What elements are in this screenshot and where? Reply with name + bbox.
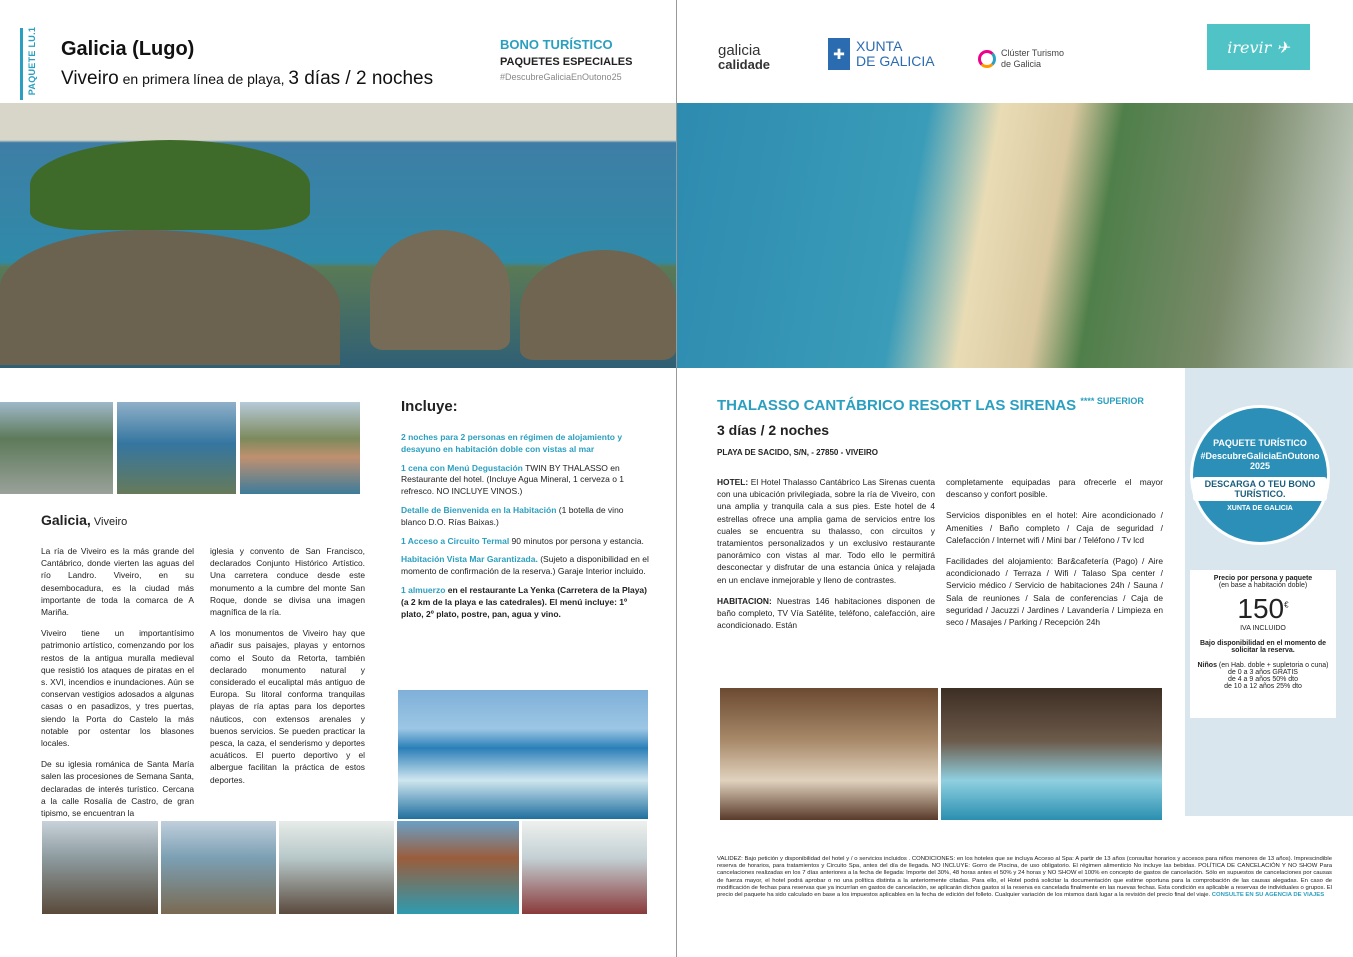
galicia-paragraph: A los monumentos de Viveiro hay que añadir sus paisajes, playas y entornos como el Souto da Retorta, también declarado monumento natural y considerado el eucaliptal más antiguo de Europa. Su litoral conforma tranquilas playas de ría aptas para los deportes náuticos, con extensos arenales y buenos servicios. Se pueden practicar la pesca, la caza, el senderismo y deportes acuáticos. El puerto deportivo y el albergue facilitan la práctica de estos deportes. — [210, 628, 365, 785]
hotel-duration: 3 días / 2 noches — [717, 422, 830, 438]
galicia-paragraph: La ría de Viveiro es la más grande del Cantábrico, donde vierten las aguas del río Landro. Viveiro, en su desembocadura, es la ciudad más importante de toda la comarca de A Mariña. — [41, 546, 194, 618]
galicia-text-col1 — [41, 545, 194, 828]
badge-cta: DESCARGA O TEU BONO TURÍSTICO. — [1193, 477, 1327, 501]
price-value: 150 — [1237, 593, 1285, 624]
hotel-label: HOTEL: — [717, 477, 749, 487]
kids-note: (en Hab. doble + supletoria o cuna) — [1216, 662, 1329, 669]
package-code: PAQUETE LU.1 — [27, 26, 37, 96]
galicia-paragraph: De su iglesia románica de Santa María salen las procesiones de Semana Santa, declaradas de interés turístico. Cercana a la calle Rosalía de Castro, de gran tipismo, se encuentran la — [41, 759, 194, 819]
xunta-logo — [828, 38, 935, 70]
include-item — [401, 536, 649, 548]
price-amount — [1190, 593, 1336, 625]
cluster-text-a: Clúster Turismo — [1001, 48, 1065, 58]
hotel-name — [717, 396, 1144, 414]
galicia-paragraph: iglesia y convento de San Francisco, declarados Conjunto Histórico Artístico. Una carretera conduce desde este monumento a la cumbre del monte San Roque, donde se divisa una imagen magnífica de la ría. — [210, 546, 365, 618]
bono-badge — [1190, 405, 1330, 545]
price-label-note: (en base a habitación doble) — [1218, 582, 1308, 589]
galicia-heading — [41, 512, 127, 528]
galicia-paragraph: Viveiro tiene un importantísimo patrimonio artístico, comenzando por los restos de la antigua muralla medieval que resistió los ataques de piratas en el s. XVI, incendios e inundaciones. Aún se conservan vestigios adosados a algunas casas o en pasadizos, y tres puertas, siendo la Porta do Castelo la más notable por ostentar los blasones locales. — [41, 628, 194, 749]
include-item-title: Habitación Vista Mar Garantizada. — [401, 554, 538, 565]
bono-title: BONO TURÍSTICO — [500, 37, 613, 52]
thumb-aerial-town — [0, 402, 113, 494]
hotel-text-col2 — [946, 476, 1163, 637]
galicia-heading-place: Viveiro — [90, 516, 128, 528]
badge-hashtag: #DescubreGaliciaEnOutono 2025 — [1200, 451, 1320, 471]
subtitle-town: Viveiro — [61, 68, 119, 89]
include-item — [401, 463, 649, 498]
include-item — [401, 585, 649, 620]
photo-rock-arch — [397, 821, 519, 914]
cluster-logo — [978, 48, 1064, 70]
photo-restaurant-interior — [522, 821, 647, 914]
legal-text: VALIDEZ: Bajo petición y disponibilidad del hotel y / o servicios incluidos . CONDICIONES: en los hoteles que se incluya Acceso al Spa: A partir de 13 años (consultar horarios y accesos para niños menores de 13 años). Imprescindible reserva de horarios, para tratamientos y Circuito Spa, antes del día de llegada. NO INCLUYE: Gorro de Piscina, de uso obligatorio. El régimen alimenticio No incluye las bebidas. POLÍTICA DE CANCELACIÓN Y NO SHOW Para cancelaciones realizadas en los 7 días anteriores a la fecha de llegada: Importe del 30%, 48 horas antes el 50% y 24 horas y NO SHOW el 100% en concepto de gastos de cancelación. Sólo en supuestos de cancelaciones por causas de fuerza mayor, el hotel podrá aprobar o no una política distinta a la anteriormente citadas. Para ello, el Hotel podrá solicitar la documentación que estime oportuna para la comprobación de las causas alegadas. En caso de modificación de fechas para reservas que ya incurrían en gastos de cancelación, se aplicarán dichos gastos si la reserva es cancelada finalmente en las nuevas fechas. Esta condición es aplicable a reservas de individuales o grupos. El precio del paquete ha sido calculado en base a los impuestos aplicables en la fecha de edición del folleto. Cualquier variación de los mismos dará lugar a la revisión del precio final del viaje. — [717, 856, 1332, 899]
include-item-title: Detalle de Bienvenida en la Habitación — [401, 504, 557, 515]
legal-cta: CONSULTE EN SU AGENCIA DE VIAJES — [1211, 892, 1325, 899]
photo-restaurant-terrace — [42, 821, 158, 914]
xunta-text-b: DE GALICIA — [856, 53, 935, 69]
xunta-shield-icon: ✚ — [828, 38, 850, 70]
room-paragraph — [717, 595, 935, 632]
price-iva: IVA INCLUIDO — [1240, 625, 1286, 632]
photo-hotel-room — [720, 688, 938, 820]
thumb-harbour — [240, 402, 360, 494]
include-item-title: 1 almuerzo — [401, 584, 446, 595]
hero-image-beach — [677, 103, 1353, 368]
include-item-desc: (1 botella de vino blanco D.O. Rías Baixas.) — [401, 504, 624, 527]
kids-discount: de 10 a 12 años 25% dto — [1224, 683, 1302, 690]
galicia-heading-title: Galicia, — [41, 512, 91, 528]
galicia-calidade-logo — [718, 44, 770, 72]
photo-dining-room — [279, 821, 394, 914]
hotel-paragraph: completamente equipadas para ofrecerle el mayor descanso y confort posible. — [946, 477, 1163, 500]
includes-list — [401, 432, 649, 627]
galicia-text-col2 — [210, 545, 365, 795]
page-subtitle — [61, 68, 433, 90]
hotel-paragraph — [717, 476, 935, 586]
photo-cathedrals-beach — [398, 690, 648, 819]
include-item-desc: (Sujeto a disponibilidad en el momento de confirmación de la reserva.) Garaje Interior incluido. — [401, 554, 649, 577]
bono-turistico — [500, 37, 638, 82]
price-currency: € — [1284, 600, 1289, 610]
kids-discount: de 4 a 9 años 50% dto — [1227, 676, 1299, 683]
include-item-desc: 90 minutos por persona y estancia. — [509, 535, 644, 546]
cluster-text-b: de Galicia — [1001, 59, 1042, 69]
include-item — [401, 554, 649, 578]
subtitle-duration: 3 días / 2 noches — [288, 68, 434, 89]
photo-hotel-spa — [941, 688, 1162, 820]
badge-xunta: XUNTA DE GALICIA — [1227, 505, 1293, 512]
bono-subtitle: PAQUETES ESPECIALES — [500, 56, 633, 68]
include-item-desc: en el restaurante La Yenka (Carretera de la Playa) (a 2 km de la playa e las catedrales). El menú incluye: 1º plato, 2º plato, postre, pan, agua y vino. — [401, 584, 647, 619]
thumb-bay — [117, 402, 236, 494]
subtitle-desc: en primera línea de playa, — [118, 71, 289, 87]
hero-rock-arch — [370, 230, 510, 350]
irevir-logo: irevir ✈ — [1207, 24, 1310, 70]
include-item — [401, 505, 649, 529]
irevir-text: irevir — [1227, 37, 1272, 57]
legal-conditions — [717, 856, 1332, 899]
hotel-stars: **** SUPERIOR — [1080, 396, 1144, 406]
include-item-title: 1 Acceso a Circuito Termal — [401, 535, 510, 546]
hotel-text-col1 — [717, 476, 935, 640]
price-label: Precio por persona y paquete — [1213, 575, 1313, 582]
hotel-address: PLAYA DE SACIDO, S/N, - 27850 - VIVEIRO — [717, 448, 878, 457]
room-label: HABITACION: — [717, 595, 772, 606]
services-paragraph: Servicios disponibles en el hotel: Aire acondicionado / Amenities / Baño completo / Caja de seguridad / Calefacción / Internet wifi / Mini bar / Teléfono / Tv lcd — [946, 510, 1163, 545]
include-item-title: 1 cena con Menú Degustación — [401, 462, 523, 473]
bono-hashtag: #DescubreGaliciaEnOutono25 — [500, 72, 622, 82]
hotel-desc: El Hotel Thalasso Cantábrico Las Sirenas cuenta con una ubicación privilegiada, sobre la ría de Viveiro, con una amplia y tranquila cala a sus pies. Este hotel de 4 estrellas ofrece una amplia gama de servicios entre los cuales se encuentra su thalasso, con circuitos y tratamientos personalizados y un exclusivo restaurante panorámico con vistas al mar. Todo ello le permitirá desconectar y disfrutar de una estancia única y relajada en un enclave inmejorable y lleno de contrastes. — [717, 477, 935, 585]
hero-trees — [30, 140, 310, 230]
page-title: Galicia (Lugo) — [61, 38, 195, 60]
photo-terrace-view — [161, 821, 276, 914]
cluster-swirl-icon — [978, 50, 996, 68]
includes-heading: Incluye: — [401, 398, 458, 415]
badge-title: PAQUETE TURÍSTICO — [1213, 438, 1307, 448]
hotel-name-text: THALASSO CANTÁBRICO RESORT LAS SIRENAS — [717, 397, 1077, 414]
price-availability: Bajo disponibilidad en el momento de solicitar la reserva. — [1199, 640, 1326, 654]
logo-text-b: calidade — [718, 57, 771, 72]
include-item: 2 noches para 2 personas en régimen de alojamiento y desayuno en habitación doble con vistas al mar — [401, 432, 623, 454]
kids-title: Niños — [1197, 662, 1217, 669]
price-card — [1190, 570, 1336, 718]
package-tab — [20, 28, 38, 100]
kids-discount: de 0 a 3 años GRATIS — [1228, 669, 1298, 676]
kids-heading — [1190, 662, 1336, 669]
xunta-text-a: XUNTA — [856, 38, 903, 54]
logo-text-a: galicia — [718, 42, 761, 59]
include-item-desc: TWIN BY THALASSO en Restaurante del hotel. (Incluye Agua Mineral, 1 cerveza o 1 refresco. NO INCLUYE VINOS.) — [401, 462, 625, 497]
facilities-paragraph: Facilidades del alojamiento: Bar&cafetería (Pago) / Aire acondicionado / Terraza / Wifi / Talaso Spa center / Servicio médico / Servicio de habitaciones 24h / Sauna / Sala de reuniones / Sala de conferencias / Caja de seguridad / Jacuzzi / Jardines / Lavandería / Limpieza en seco / Masajes / Parking / Recepción 24h — [946, 556, 1163, 628]
room-desc: Nuestras 146 habitaciones disponen de baño completo, TV Vía Satélite, teléfono, calefacción, aire acondicionado. Están — [717, 595, 935, 631]
